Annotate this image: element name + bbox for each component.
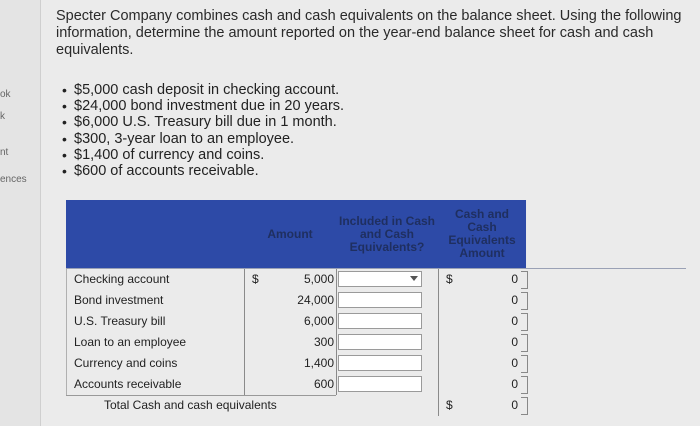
grid-line: [244, 269, 245, 395]
currency-symbol: $: [446, 398, 453, 412]
table-row: [66, 374, 686, 395]
result-cell-border: [521, 292, 528, 310]
list-item: • $300, 3-year loan to an employee.: [62, 130, 295, 147]
total-label: Total Cash and cash equivalents: [104, 398, 277, 412]
chevron-down-icon: [410, 276, 418, 281]
total-row: [66, 395, 686, 416]
included-dropdown[interactable]: [338, 355, 422, 371]
currency-symbol: $: [252, 272, 259, 286]
list-item: • $24,000 bond investment due in 20 years.: [62, 98, 345, 115]
row-amount: 600: [313, 377, 334, 391]
worksheet-table: [66, 200, 686, 414]
included-dropdown[interactable]: [338, 334, 422, 350]
left-navigation-edge: [0, 0, 41, 426]
included-dropdown[interactable]: [338, 376, 422, 392]
row-label: Accounts receivable: [74, 377, 182, 391]
included-dropdown[interactable]: [338, 292, 422, 308]
nav-fragment: nt: [0, 147, 9, 158]
total-result-value: 0: [511, 398, 518, 412]
result-cell-border: [521, 376, 528, 394]
row-amount: 5,000: [303, 272, 334, 286]
result-cell-border: [521, 313, 528, 331]
result-cell-border: [521, 397, 528, 415]
facts-list: [62, 82, 344, 179]
cash-result-value: 0: [511, 293, 518, 307]
result-cell-border: [521, 271, 528, 289]
table-header-blank: [66, 200, 245, 268]
cash-result-value: 0: [511, 377, 518, 391]
cash-result-value: 0: [511, 272, 518, 286]
table-row: [66, 269, 686, 290]
row-amount: 300: [313, 335, 334, 349]
row-label: Checking account: [74, 272, 170, 286]
header-included: Included in Cash and Cash Equivalents?: [338, 213, 435, 254]
included-dropdown[interactable]: [338, 271, 422, 287]
row-amount: 1,400: [303, 356, 334, 370]
cash-result-value: 0: [511, 335, 518, 349]
cash-result-value: 0: [511, 314, 518, 328]
result-cell-border: [521, 355, 528, 373]
question-text: Specter Company combines cash and cash equivalents on the balance sheet. Using the following information, determine the amount reported on the year-end balance sheet for cash and cash equivalents.: [56, 8, 682, 58]
grid-line: [66, 395, 336, 396]
included-dropdown[interactable]: [338, 313, 422, 329]
header-cash-amount: Cash and Cash Equivalents Amount: [448, 207, 516, 260]
list-item: • $6,000 U.S. Treasury bill due in 1 month.: [62, 114, 337, 131]
nav-fragment: ok: [0, 89, 11, 100]
grid-line: [336, 269, 337, 395]
result-cell-border: [521, 334, 528, 352]
list-item: • $600 of accounts receivable.: [62, 163, 259, 180]
grid-line: [66, 269, 67, 395]
list-item: • $5,000 cash deposit in checking account.: [62, 82, 340, 98]
list-item: • $1,400 of currency and coins.: [62, 146, 265, 163]
nav-fragment: k: [0, 111, 5, 122]
row-amount: 24,000: [297, 293, 334, 307]
table-row: [66, 311, 686, 332]
cash-result-value: 0: [511, 356, 518, 370]
nav-fragment: ences: [0, 174, 27, 185]
row-label: Loan to an employee: [74, 335, 187, 349]
table-row: [66, 290, 686, 311]
header-amount: Amount: [267, 226, 313, 241]
grid-line: [438, 269, 439, 416]
row-amount: 6,000: [303, 314, 334, 328]
table-row: [66, 353, 686, 374]
row-label: U.S. Treasury bill: [74, 314, 166, 328]
row-label: Bond investment: [74, 293, 164, 307]
table-row: [66, 332, 686, 353]
currency-symbol: $: [446, 272, 453, 286]
row-label: Currency and coins: [74, 356, 178, 370]
